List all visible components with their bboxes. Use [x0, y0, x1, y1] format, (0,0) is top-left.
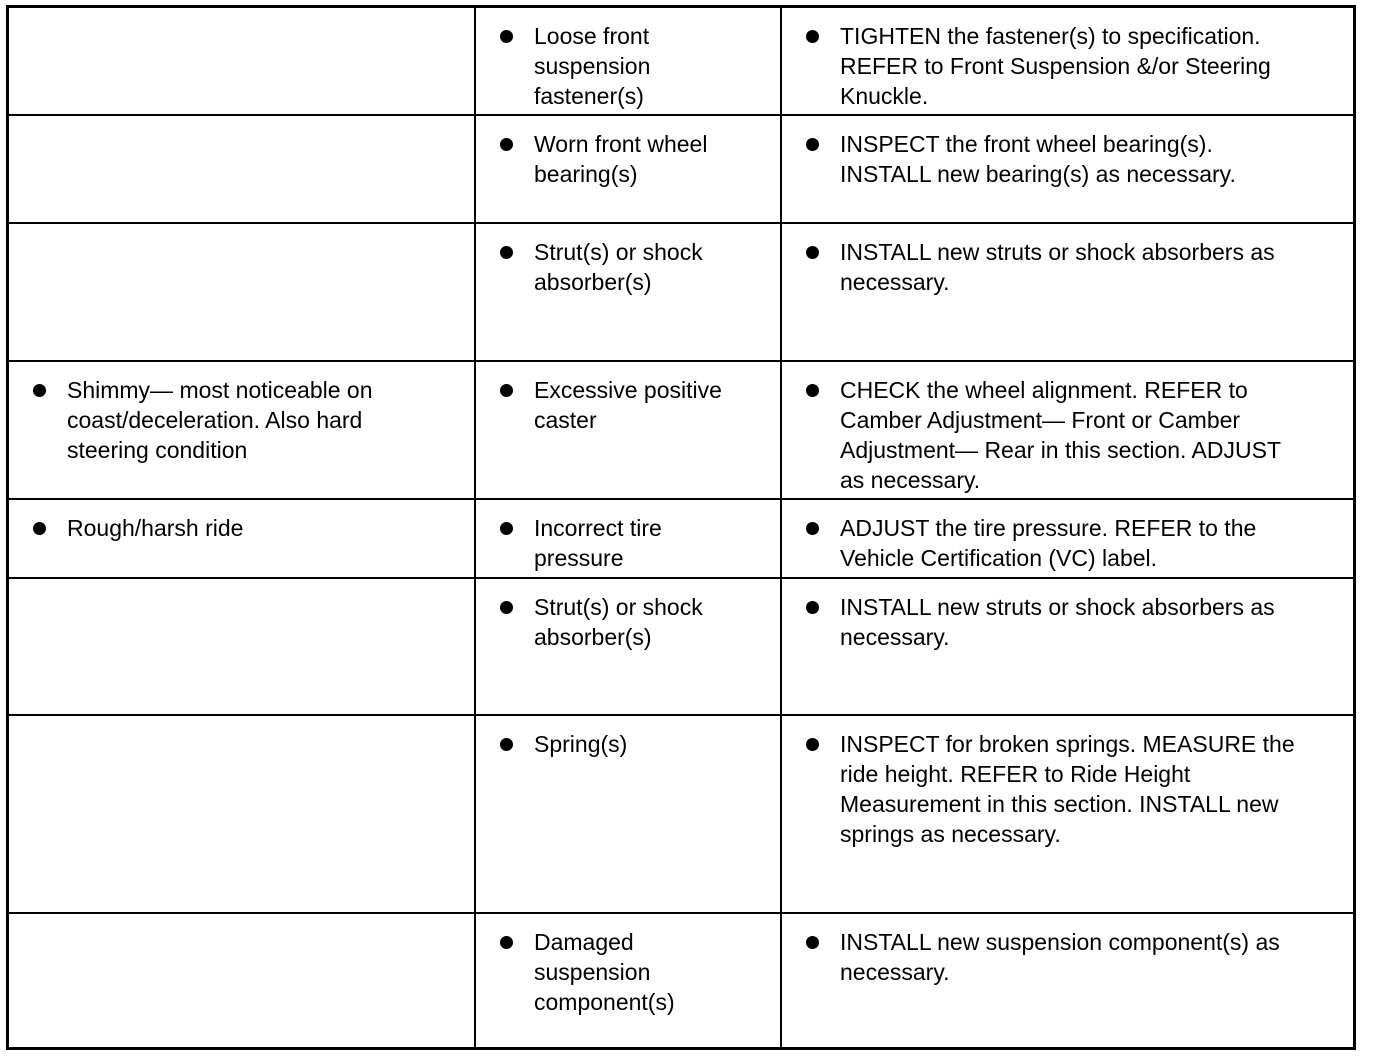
action-cell: [780, 116, 1353, 222]
cause-text: Damaged suspension component(s): [534, 929, 675, 1015]
bullet-icon: [500, 384, 513, 397]
symptom-cell: [9, 116, 474, 222]
cause-text: Strut(s) or shock absorber(s): [534, 594, 703, 650]
table-row: [9, 579, 1353, 716]
action-cell: [780, 914, 1353, 1047]
symptom-cell: [9, 579, 474, 714]
action-cell: [780, 579, 1353, 714]
cause-cell: [474, 579, 780, 714]
cause-cell: [474, 8, 780, 114]
action-text: ADJUST the tire pressure. REFER to the Vehicle Certification (VC) label.: [840, 515, 1257, 571]
symptom-cell: [9, 716, 474, 912]
cause-text: Spring(s): [534, 731, 628, 757]
action-text: CHECK the wheel alignment. REFER to Camber Adjustment— Front or Camber Adjustment— Rear in this section. ADJUST as necessary.: [840, 377, 1281, 493]
symptom-cell: [9, 8, 474, 114]
table-row: [9, 8, 1353, 116]
action-cell: [780, 8, 1353, 114]
bullet-icon: [806, 936, 819, 949]
action-cell: [780, 224, 1353, 360]
cause-cell: [474, 224, 780, 360]
action-text: TIGHTEN the fastener(s) to specification. REFER to Front Suspension &/or Steering Knuckle.: [840, 23, 1271, 109]
bullet-icon: [500, 738, 513, 751]
bullet-icon: [806, 138, 819, 151]
symptom-text: Shimmy— most noticeable on coast/deceleration. Also hard steering condition: [67, 377, 373, 463]
cause-text: Worn front wheel bearing(s): [534, 131, 708, 187]
action-cell: [780, 362, 1353, 498]
bullet-icon: [806, 522, 819, 535]
cause-cell: [474, 914, 780, 1047]
bullet-icon: [806, 30, 819, 43]
cause-text: Loose front suspension fastener(s): [534, 23, 651, 109]
symptom-cell: [9, 914, 474, 1047]
bullet-icon: [500, 138, 513, 151]
table-row: [9, 914, 1353, 1047]
table-row: [9, 500, 1353, 579]
action-text: INSTALL new struts or shock absorbers as necessary.: [840, 239, 1275, 295]
symptom-cell: [9, 362, 474, 498]
action-text: INSPECT for broken springs. MEASURE the ride height. REFER to Ride Height Measurement in this section. INSTALL new springs as necessary.: [840, 731, 1295, 847]
table-row: [9, 716, 1353, 914]
cause-text: Excessive positive caster: [534, 377, 722, 433]
bullet-icon: [500, 936, 513, 949]
cause-text: Strut(s) or shock absorber(s): [534, 239, 703, 295]
action-text: INSTALL new suspension component(s) as necessary.: [840, 929, 1280, 985]
symptom-cell: [9, 500, 474, 577]
cause-cell: [474, 716, 780, 912]
bullet-icon: [806, 384, 819, 397]
cause-text: Incorrect tire pressure: [534, 515, 662, 571]
table-row: [9, 116, 1353, 224]
bullet-icon: [500, 522, 513, 535]
table-row: [9, 224, 1353, 362]
table-row: [9, 362, 1353, 500]
bullet-icon: [500, 30, 513, 43]
bullet-icon: [500, 246, 513, 259]
bullet-icon: [500, 601, 513, 614]
bullet-icon: [33, 522, 46, 535]
bullet-icon: [806, 738, 819, 751]
diagnosis-table: [6, 5, 1356, 1050]
symptom-text: Rough/harsh ride: [67, 515, 244, 541]
cause-cell: [474, 116, 780, 222]
cause-cell: [474, 362, 780, 498]
symptom-cell: [9, 224, 474, 360]
cause-cell: [474, 500, 780, 577]
action-cell: [780, 500, 1353, 577]
bullet-icon: [806, 246, 819, 259]
action-text: INSTALL new struts or shock absorbers as necessary.: [840, 594, 1275, 650]
bullet-icon: [806, 601, 819, 614]
action-cell: [780, 716, 1353, 912]
bullet-icon: [33, 384, 46, 397]
action-text: INSPECT the front wheel bearing(s). INSTALL new bearing(s) as necessary.: [840, 131, 1236, 187]
